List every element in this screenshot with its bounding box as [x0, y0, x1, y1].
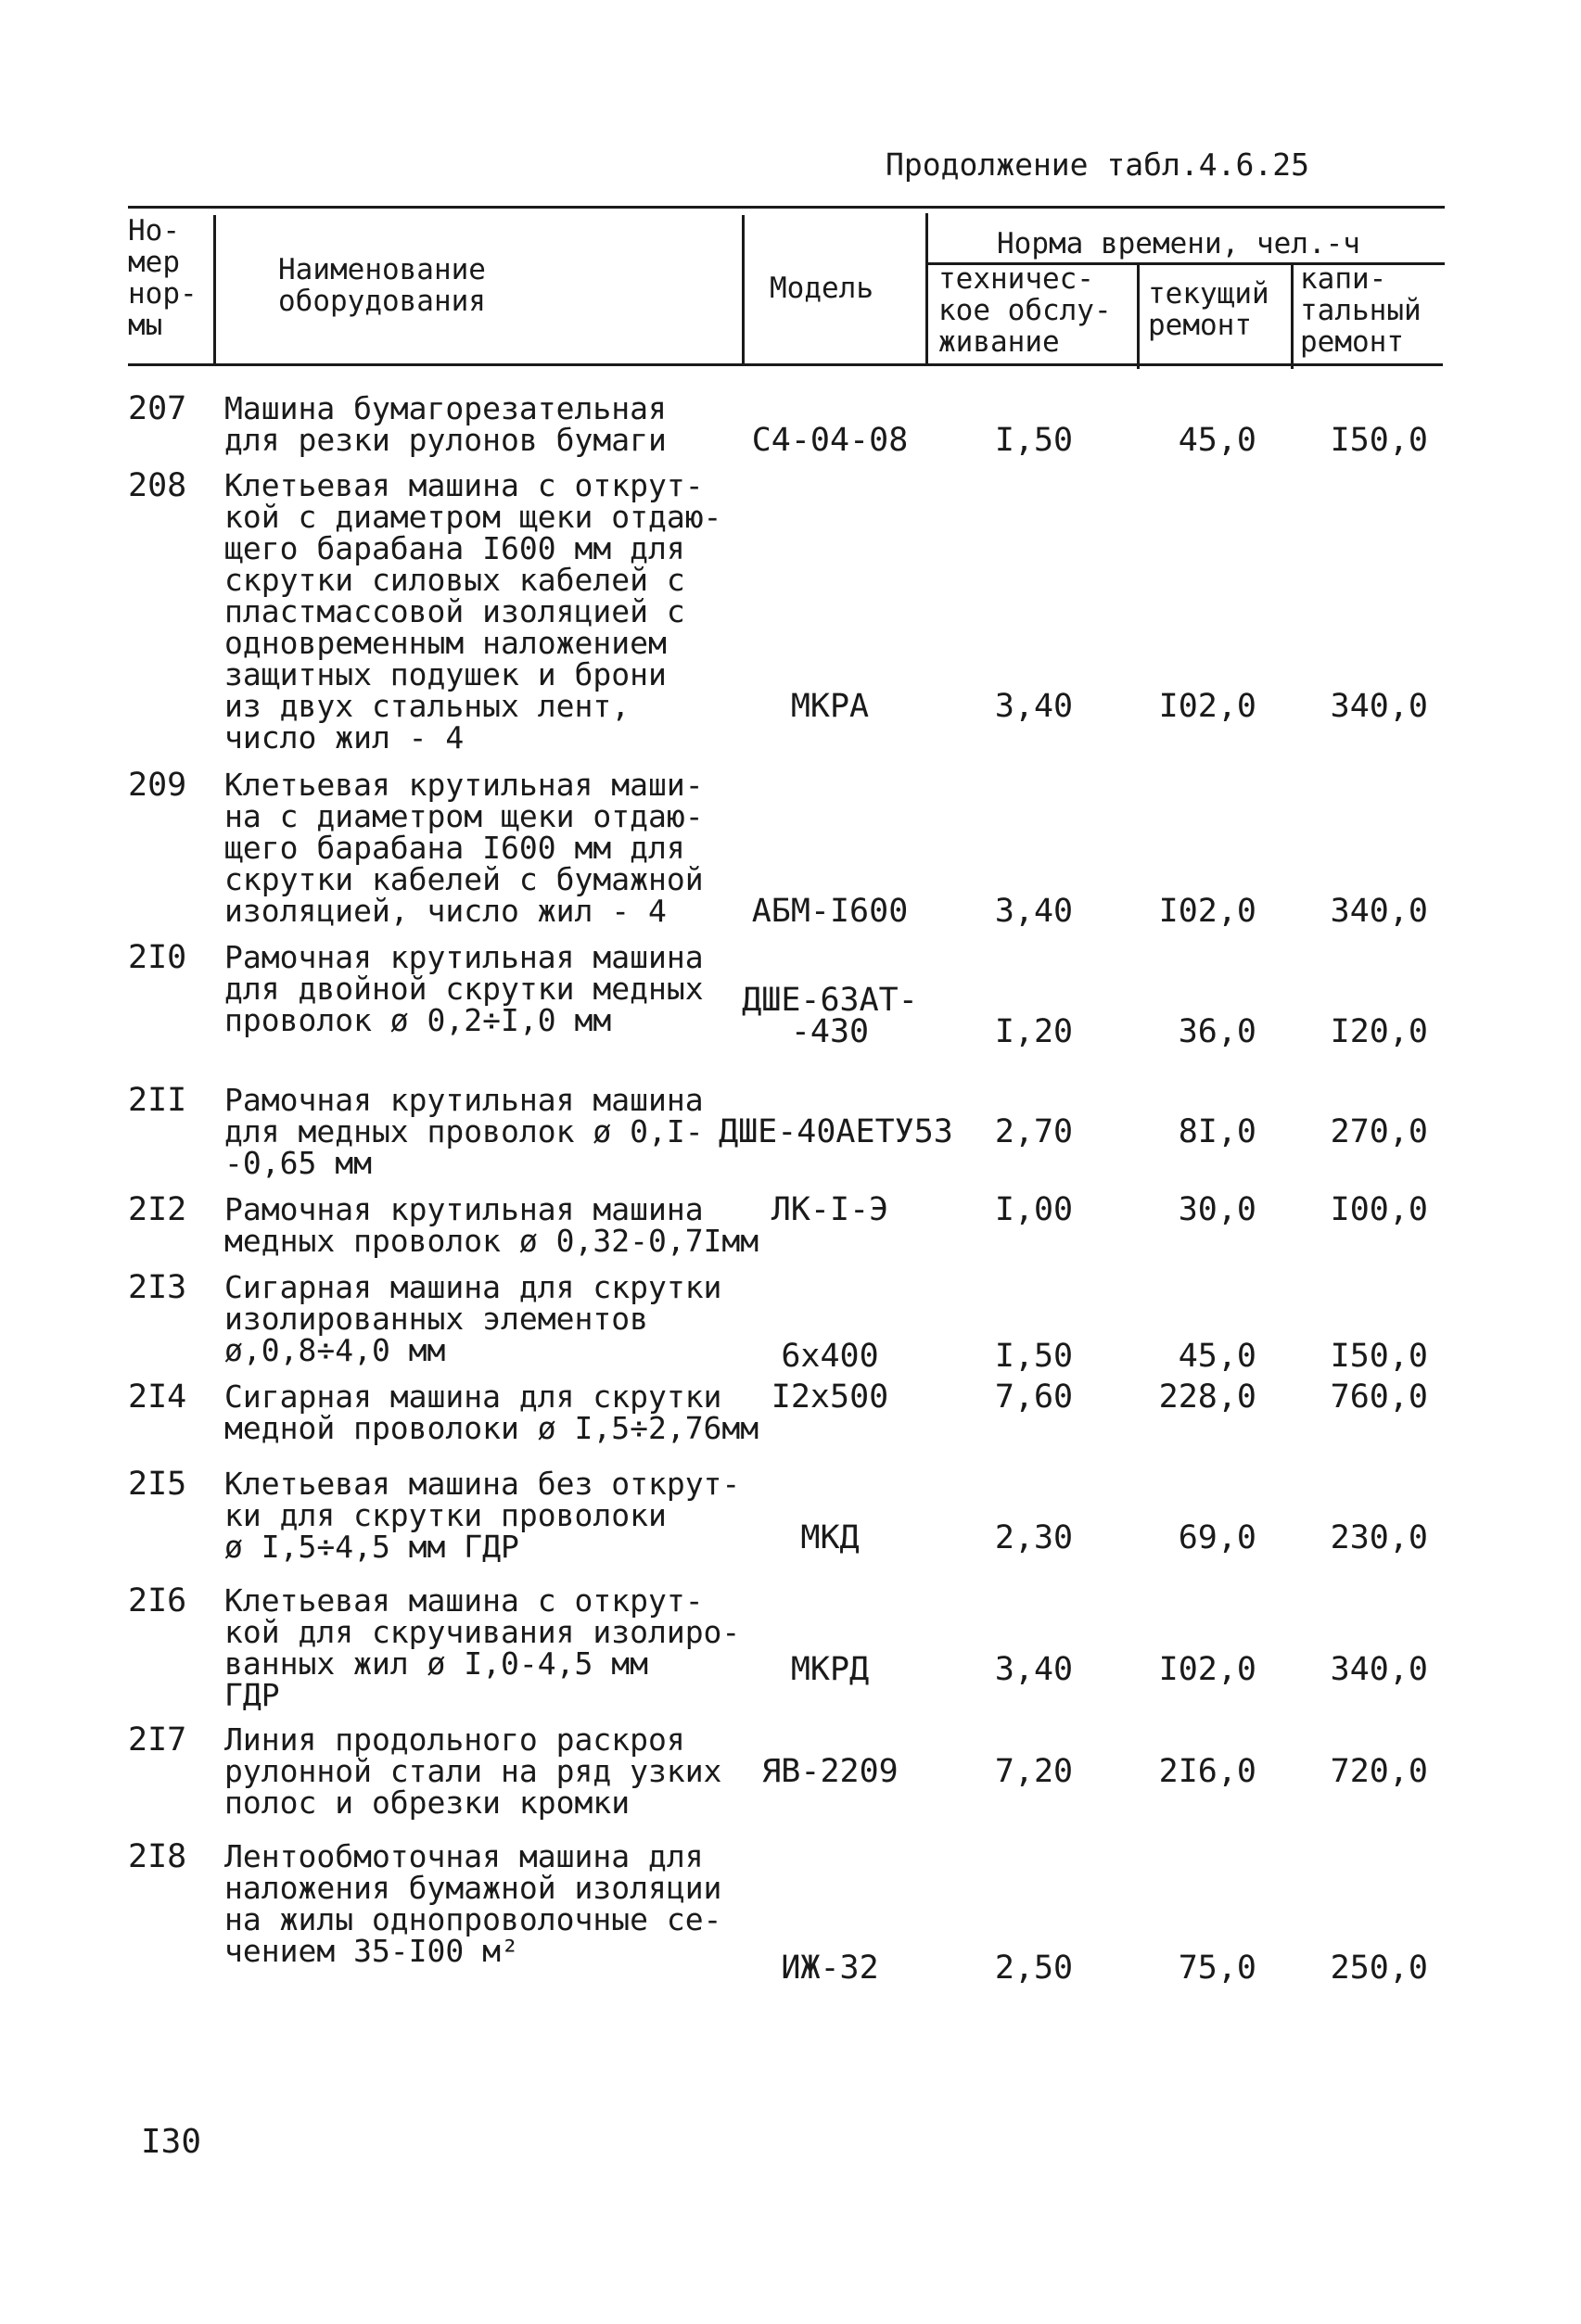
capital-repair-value: I20,0	[1330, 1013, 1428, 1050]
equipment-name-line: из двух стальных лент,	[224, 688, 631, 724]
equipment-name	[224, 769, 704, 927]
capital-repair-value: I50,0	[1330, 1338, 1428, 1375]
row-number: 2II	[128, 1082, 187, 1119]
equipment-name	[224, 1838, 722, 1969]
header-model: Модель	[770, 272, 873, 305]
equipment-name-line: число жил - 4	[224, 719, 465, 756]
equipment-model-line: ДШЕ-40АЕТУ53	[719, 1113, 953, 1150]
maintenance-value: I,20	[994, 1013, 1074, 1050]
equipment-name-line: проволок ø 0,2÷I,0 мм	[224, 1002, 612, 1038]
equipment-name-line: рулонной стали на ряд узких	[224, 1753, 722, 1789]
current-repair-value: 8I,0	[1178, 1113, 1256, 1150]
capital-repair-value: I50,0	[1330, 422, 1428, 459]
maintenance-value: 3,40	[994, 893, 1074, 930]
capital-repair-value: 270,0	[1330, 1113, 1428, 1150]
equipment-model-line: ДШЕ-63АТ-	[742, 982, 918, 1019]
maintenance-value: 2,50	[994, 1949, 1074, 1987]
current-repair-value: 36,0	[1178, 1013, 1256, 1050]
header-number: Но- мер нор- мы	[128, 214, 198, 342]
equipment-name-line: наложения бумажной изоляции	[224, 1870, 722, 1906]
equipment-name	[224, 1191, 759, 1259]
equipment-name-line: ø,0,8÷4,0 мм	[224, 1332, 446, 1368]
equipment-name	[224, 467, 722, 756]
equipment-model-line: С4-04-08	[751, 422, 909, 459]
maintenance-value: I,00	[994, 1191, 1074, 1228]
equipment-model-line: I2х500	[771, 1378, 889, 1416]
equipment-name-line: на с диаметром щеки отдаю-	[224, 798, 704, 834]
equipment-name-line: для двойной скрутки медных	[224, 971, 704, 1007]
equipment-name-line: скрутки кабелей с бумажной	[224, 861, 704, 897]
equipment-name-line: для медных проволок ø 0,I-	[224, 1113, 704, 1149]
row-number: 2I7	[128, 1721, 187, 1759]
equipment-name	[224, 1721, 722, 1821]
header-divider-4	[1137, 265, 1140, 369]
equipment-model-line: 6х400	[781, 1338, 879, 1375]
capital-repair-value: 340,0	[1330, 1651, 1428, 1688]
row-number: 207	[128, 390, 187, 427]
row-number: 2I0	[128, 939, 187, 976]
header-norm-group: Норма времени, чел.-ч	[997, 227, 1360, 260]
equipment-model	[719, 1191, 941, 1228]
equipment-name-line: Клетьевая машина с открут-	[224, 1582, 704, 1619]
equipment-name-line: Сигарная машина для скрутки	[224, 1378, 722, 1415]
row-number: 2I8	[128, 1838, 187, 1875]
equipment-name-line: скрутки силовых кабелей с	[224, 562, 685, 598]
header-name: Наименование оборудования	[278, 253, 486, 318]
equipment-name	[224, 390, 667, 458]
equipment-name	[224, 1378, 759, 1446]
equipment-name-line: на жилы однопроволочные се-	[224, 1901, 722, 1937]
equipment-model	[719, 688, 941, 725]
current-repair-value: 45,0	[1178, 422, 1256, 459]
equipment-model-line: АБМ-I600	[751, 893, 909, 930]
maintenance-value: I,50	[994, 422, 1074, 459]
header-current-repair: текущий ремонт	[1148, 277, 1269, 342]
current-repair-value: 75,0	[1178, 1949, 1256, 1987]
equipment-name-line: кой с диаметром щеки отдаю-	[224, 499, 722, 535]
capital-repair-value: 720,0	[1330, 1753, 1428, 1790]
maintenance-value: 2,70	[994, 1113, 1074, 1150]
equipment-name	[224, 1082, 704, 1181]
equipment-model	[719, 1519, 941, 1556]
equipment-name-line: Рамочная крутильная машина	[224, 1082, 704, 1118]
capital-repair-value: 230,0	[1330, 1519, 1428, 1556]
equipment-model-line: ЛК-I-Э	[771, 1191, 889, 1228]
equipment-name-line: ванных жил ø I,0-4,5 мм	[224, 1645, 648, 1682]
equipment-name-line: ГДР	[224, 1677, 280, 1713]
equipment-model	[719, 1753, 941, 1790]
equipment-name-line: медной проволоки ø I,5÷2,76мм	[224, 1410, 759, 1446]
current-repair-value: I02,0	[1158, 688, 1256, 725]
maintenance-value: 3,40	[994, 1651, 1074, 1688]
equipment-name-line: изоляцией, число жил - 4	[224, 893, 667, 929]
equipment-name-line: для резки рулонов бумаги	[224, 422, 667, 458]
equipment-name-line: Рамочная крутильная машина	[224, 1191, 704, 1227]
equipment-model-line: ИЖ-32	[781, 1949, 879, 1987]
current-repair-value: 228,0	[1158, 1378, 1256, 1416]
row-number: 209	[128, 767, 187, 804]
equipment-name-line: Сигарная машина для скрутки	[224, 1269, 722, 1305]
row-number: 208	[128, 467, 187, 504]
equipment-name	[224, 1582, 741, 1713]
header-top-rule	[128, 206, 1445, 209]
current-repair-value: I02,0	[1158, 893, 1256, 930]
equipment-model	[719, 1949, 941, 1987]
maintenance-value: 2,30	[994, 1519, 1074, 1556]
equipment-model	[719, 1651, 941, 1688]
capital-repair-value: 760,0	[1330, 1378, 1428, 1416]
equipment-name-line: Лентообмоточная машина для	[224, 1838, 704, 1874]
equipment-model-line: МКРА	[790, 688, 870, 725]
header-divider-2	[742, 215, 745, 363]
equipment-name-line: полос и обрезки кромки	[224, 1784, 631, 1821]
maintenance-value: I,50	[994, 1338, 1074, 1375]
row-number: 2I6	[128, 1582, 187, 1619]
equipment-model	[719, 893, 941, 930]
current-repair-value: 45,0	[1178, 1338, 1256, 1375]
page-number: I30	[141, 2123, 202, 2161]
equipment-name	[224, 1468, 740, 1563]
row-number: 2I5	[128, 1466, 187, 1503]
equipment-name-line: щего барабана I600 мм для	[224, 530, 685, 566]
equipment-name-line: -0,65 мм	[224, 1145, 372, 1181]
equipment-name-line: чением 35-I00 м²	[224, 1933, 519, 1969]
header-maintenance: техничес- кое обслу- живание	[938, 262, 1112, 359]
maintenance-value: 7,60	[994, 1378, 1074, 1416]
equipment-model-line: МКРД	[790, 1651, 870, 1688]
equipment-model	[719, 1378, 941, 1416]
header-bottom-rule	[128, 363, 1443, 366]
current-repair-value: 30,0	[1178, 1191, 1256, 1228]
equipment-name-line: Клетьевая машина без открут-	[224, 1466, 741, 1502]
equipment-name-line: изолированных элементов	[224, 1301, 648, 1337]
capital-repair-value: 250,0	[1330, 1949, 1428, 1987]
equipment-name-line: ø I,5÷4,5 мм ГДР	[224, 1529, 519, 1565]
equipment-model-line: МКД	[800, 1519, 860, 1556]
header-capital-repair: капи- тальный ремонт	[1300, 262, 1422, 359]
equipment-name-line: Линия продольного раскроя	[224, 1721, 685, 1758]
equipment-model	[719, 1338, 941, 1375]
equipment-model-line: -430	[790, 1013, 870, 1050]
equipment-name-line: Рамочная крутильная машина	[224, 939, 704, 975]
row-number: 2I3	[128, 1269, 187, 1306]
continuation-title: Продолжение табл.4.6.25	[886, 146, 1309, 183]
equipment-name-line: пластмассовой изоляцией с	[224, 593, 685, 629]
equipment-name-line: Клетьевая крутильная маши-	[224, 767, 704, 803]
row-number: 2I4	[128, 1378, 187, 1416]
equipment-name-line: одновременным наложением	[224, 625, 667, 661]
capital-repair-value: 340,0	[1330, 688, 1428, 725]
header-divider-3	[925, 213, 928, 363]
equipment-name-line: ки для скрутки проволоки	[224, 1497, 667, 1533]
equipment-name-line: защитных подушек и брони	[224, 656, 667, 692]
maintenance-value: 7,20	[994, 1753, 1074, 1790]
equipment-model-line: ЯВ-2209	[761, 1753, 899, 1790]
capital-repair-value: 340,0	[1330, 893, 1428, 930]
current-repair-value: 69,0	[1178, 1519, 1256, 1556]
equipment-name-line: Клетьевая машина с открут-	[224, 467, 704, 503]
equipment-name-line: медных проволок ø 0,32-0,7Iмм	[224, 1223, 759, 1259]
current-repair-value: 2I6,0	[1158, 1753, 1256, 1790]
equipment-model	[719, 422, 941, 459]
maintenance-value: 3,40	[994, 688, 1074, 725]
equipment-model	[719, 984, 941, 1048]
header-divider-5	[1291, 265, 1294, 369]
equipment-name-line: кой для скручивания изолиро-	[224, 1614, 741, 1650]
equipment-name	[224, 939, 704, 1038]
equipment-model	[719, 1113, 953, 1150]
equipment-name	[224, 1269, 722, 1368]
header-divider-1	[213, 215, 216, 363]
equipment-name-line: щего барабана I600 мм для	[224, 830, 685, 866]
row-number: 2I2	[128, 1191, 187, 1228]
current-repair-value: I02,0	[1158, 1651, 1256, 1688]
capital-repair-value: I00,0	[1330, 1191, 1428, 1228]
equipment-name-line: Машина бумагорезательная	[224, 390, 667, 426]
